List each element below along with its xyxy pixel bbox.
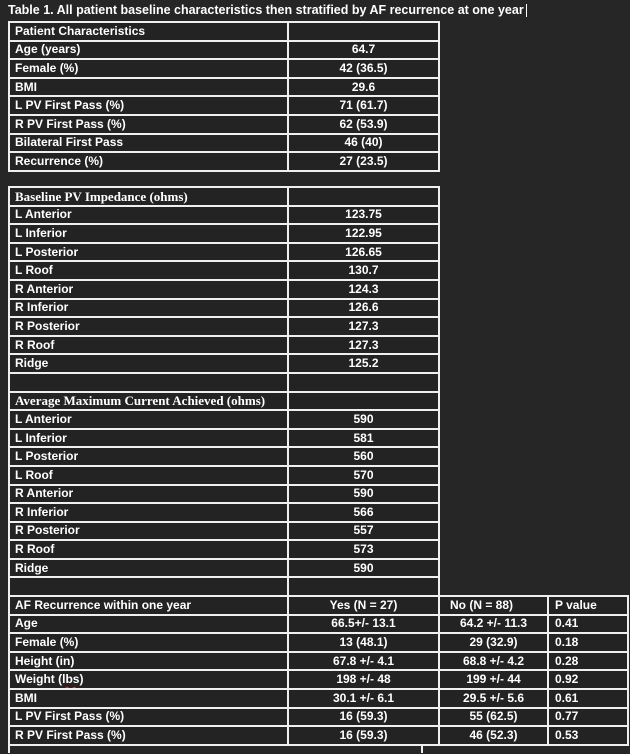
row-label-cell[interactable]: R Anterior (9, 485, 288, 504)
table-row (9, 392, 628, 411)
row-label-cell[interactable]: R Posterior (9, 317, 288, 336)
empty-cell[interactable] (288, 373, 439, 392)
table-row (9, 577, 628, 596)
table-border-tick (421, 745, 423, 753)
row-value-cell[interactable]: 29.6 (288, 78, 439, 97)
section-header-cell[interactable]: AF Recurrence within one year (9, 596, 288, 615)
row-label-cell[interactable]: L Anterior (9, 206, 288, 225)
table-row (9, 134, 439, 153)
empty-cell[interactable] (9, 373, 288, 392)
row-label-text: ) (79, 672, 84, 687)
row-label-cell[interactable]: L Posterior (9, 447, 288, 466)
row-label-cell[interactable]: Age (9, 615, 288, 634)
row-value-cell[interactable]: 62 (53.9) (288, 115, 439, 134)
table-row (9, 299, 628, 318)
table-row (9, 726, 628, 745)
table-row (9, 410, 628, 429)
empty-cell[interactable] (9, 577, 288, 596)
table-row (9, 59, 439, 78)
row-label-cell[interactable]: R Roof (9, 540, 288, 559)
column-header-yes-cell[interactable]: Yes (N = 27) (288, 596, 439, 615)
row-value-cell[interactable]: 127.3 (288, 336, 439, 355)
empty-cell[interactable] (288, 577, 439, 596)
row-pvalue-cell[interactable]: 0.18 (548, 633, 628, 652)
row-yes-cell[interactable]: 30.1 +/- 6.1 (288, 689, 439, 708)
row-value-cell[interactable]: 42 (36.5) (288, 59, 439, 78)
table-row (9, 522, 628, 541)
row-pvalue-cell[interactable]: 0.41 (548, 615, 628, 634)
table-row (9, 540, 628, 559)
row-label-cell[interactable]: BMI (9, 689, 288, 708)
row-label-cell[interactable]: R Inferior (9, 503, 288, 522)
document-title[interactable] (8, 2, 623, 19)
row-label-cell[interactable]: BMI (9, 78, 288, 97)
table-row (9, 187, 628, 206)
empty-cell[interactable] (288, 187, 439, 206)
table-row (9, 224, 628, 243)
stratified-results-table (8, 186, 629, 746)
patient-characteristics-table (8, 21, 440, 172)
row-pvalue-cell[interactable]: 0.28 (548, 652, 628, 671)
table-border-tick (8, 745, 10, 753)
table-row (9, 429, 628, 448)
row-value-cell[interactable]: 570 (288, 466, 439, 485)
column-header-pvalue-cell[interactable]: P value (548, 596, 628, 615)
row-value-cell[interactable]: 125.2 (288, 354, 439, 373)
row-yes-cell[interactable]: 198 +/- 48 (288, 670, 439, 689)
section-header-cell[interactable]: Baseline PV Impedance (ohms) (9, 187, 288, 206)
table-row (9, 96, 439, 115)
section-header-cell[interactable]: Patient Characteristics (9, 22, 288, 41)
table-row (9, 243, 628, 262)
row-label-cell[interactable]: L Roof (9, 261, 288, 280)
row-value-cell[interactable]: 557 (288, 522, 439, 541)
table-row (9, 115, 439, 134)
table-row (9, 503, 628, 522)
row-label-cell[interactable]: Ridge (9, 354, 288, 373)
row-value-cell[interactable]: 124.3 (288, 280, 439, 299)
table-row (9, 652, 628, 671)
section-header-cell[interactable]: Average Maximum Current Achieved (ohms) (9, 392, 288, 411)
row-pvalue-cell[interactable]: 0.77 (548, 708, 628, 727)
row-value-cell[interactable]: 566 (288, 503, 439, 522)
table-row (9, 689, 628, 708)
row-label-cell[interactable]: L Inferior (9, 224, 288, 243)
row-no-cell[interactable]: 29 (32.9) (439, 633, 548, 652)
row-no-cell[interactable]: 46 (52.3) (439, 726, 548, 745)
row-label-cell[interactable]: Female (%) (9, 633, 288, 652)
table-row (9, 206, 628, 225)
table-row (9, 354, 628, 373)
document-title-text: Table 1. All patient baseline characteristics then stratified by AF recurrence at one year (8, 3, 524, 17)
row-value-cell[interactable]: 130.7 (288, 261, 439, 280)
empty-cell[interactable] (288, 22, 439, 41)
row-value-cell[interactable]: 573 (288, 540, 439, 559)
table-row (9, 633, 628, 652)
row-value-cell[interactable]: 590 (288, 410, 439, 429)
row-label-cell[interactable]: Height (in) (9, 652, 288, 671)
row-value-cell[interactable]: 581 (288, 429, 439, 448)
row-yes-cell[interactable]: 16 (59.3) (288, 708, 439, 727)
row-no-cell[interactable]: 29.5 +/- 5.6 (439, 689, 548, 708)
row-yes-cell[interactable]: 66.5+/- 13.1 (288, 615, 439, 634)
row-label-cell[interactable]: R Inferior (9, 299, 288, 318)
row-pvalue-cell[interactable]: 0.92 (548, 670, 628, 689)
table-row (9, 485, 628, 504)
table-row (9, 261, 628, 280)
row-label-cell[interactable]: L Inferior (9, 429, 288, 448)
row-label-cell[interactable] (9, 670, 288, 689)
row-label-cell[interactable]: L Roof (9, 466, 288, 485)
row-label-text: Weight ( (15, 672, 63, 687)
empty-cell[interactable] (288, 392, 439, 411)
misspelled-word: lbs (62, 672, 80, 687)
row-label-cell[interactable]: L Anterior (9, 410, 288, 429)
table-row (9, 317, 628, 336)
row-label-cell[interactable]: L PV First Pass (%) (9, 708, 288, 727)
column-header-no-cell[interactable]: No (N = 88) (439, 596, 548, 615)
row-pvalue-cell[interactable]: 0.53 (548, 726, 628, 745)
table-row (9, 41, 439, 60)
table-row (9, 280, 628, 299)
row-value-cell[interactable]: 590 (288, 559, 439, 578)
row-value-cell[interactable]: 123.75 (288, 206, 439, 225)
row-label-cell[interactable]: Bilateral First Pass (9, 134, 288, 153)
row-label-cell[interactable]: R PV First Pass (%) (9, 115, 288, 134)
table-row (9, 22, 439, 41)
row-value-cell[interactable]: 64.7 (288, 41, 439, 60)
row-no-cell[interactable]: 64.2 +/- 11.3 (439, 615, 548, 634)
row-value-cell[interactable]: 27 (23.5) (288, 152, 439, 171)
table-row (9, 596, 628, 615)
row-label-cell[interactable]: Age (years) (9, 41, 288, 60)
row-label-cell[interactable]: R Anterior (9, 280, 288, 299)
row-value-cell[interactable]: 122.95 (288, 224, 439, 243)
row-no-cell[interactable]: 55 (62.5) (439, 708, 548, 727)
row-yes-cell[interactable]: 16 (59.3) (288, 726, 439, 745)
table-row (9, 670, 628, 689)
table-row (9, 466, 628, 485)
row-no-cell[interactable]: 199 +/- 44 (439, 670, 548, 689)
row-label-cell[interactable]: Female (%) (9, 59, 288, 78)
table-row (9, 152, 439, 171)
row-yes-cell[interactable]: 13 (48.1) (288, 633, 439, 652)
row-yes-cell[interactable]: 67.8 +/- 4.1 (288, 652, 439, 671)
row-no-cell[interactable]: 68.8 +/- 4.2 (439, 652, 548, 671)
row-label-cell[interactable]: L PV First Pass (%) (9, 96, 288, 115)
table-row (9, 708, 628, 727)
table-row (9, 78, 439, 97)
table-row (9, 615, 628, 634)
row-label-cell[interactable]: R PV First Pass (%) (9, 726, 288, 745)
row-value-cell[interactable]: 127.3 (288, 317, 439, 336)
row-value-cell[interactable]: 126.6 (288, 299, 439, 318)
row-value-cell[interactable]: 46 (40) (288, 134, 439, 153)
row-label-cell[interactable]: R Roof (9, 336, 288, 355)
row-value-cell[interactable]: 71 (61.7) (288, 96, 439, 115)
row-label-cell[interactable]: R Posterior (9, 522, 288, 541)
row-value-cell[interactable]: 126.65 (288, 243, 439, 262)
row-label-cell[interactable]: L Posterior (9, 243, 288, 262)
row-label-cell[interactable]: Ridge (9, 559, 288, 578)
row-pvalue-cell[interactable]: 0.61 (548, 689, 628, 708)
row-value-cell[interactable]: 560 (288, 447, 439, 466)
row-value-cell[interactable]: 590 (288, 485, 439, 504)
row-label-cell[interactable]: Recurrence (%) (9, 152, 288, 171)
table-row (9, 373, 628, 392)
table-row (9, 447, 628, 466)
text-cursor-icon (526, 4, 528, 17)
table-row (9, 336, 628, 355)
table-row (9, 559, 628, 578)
